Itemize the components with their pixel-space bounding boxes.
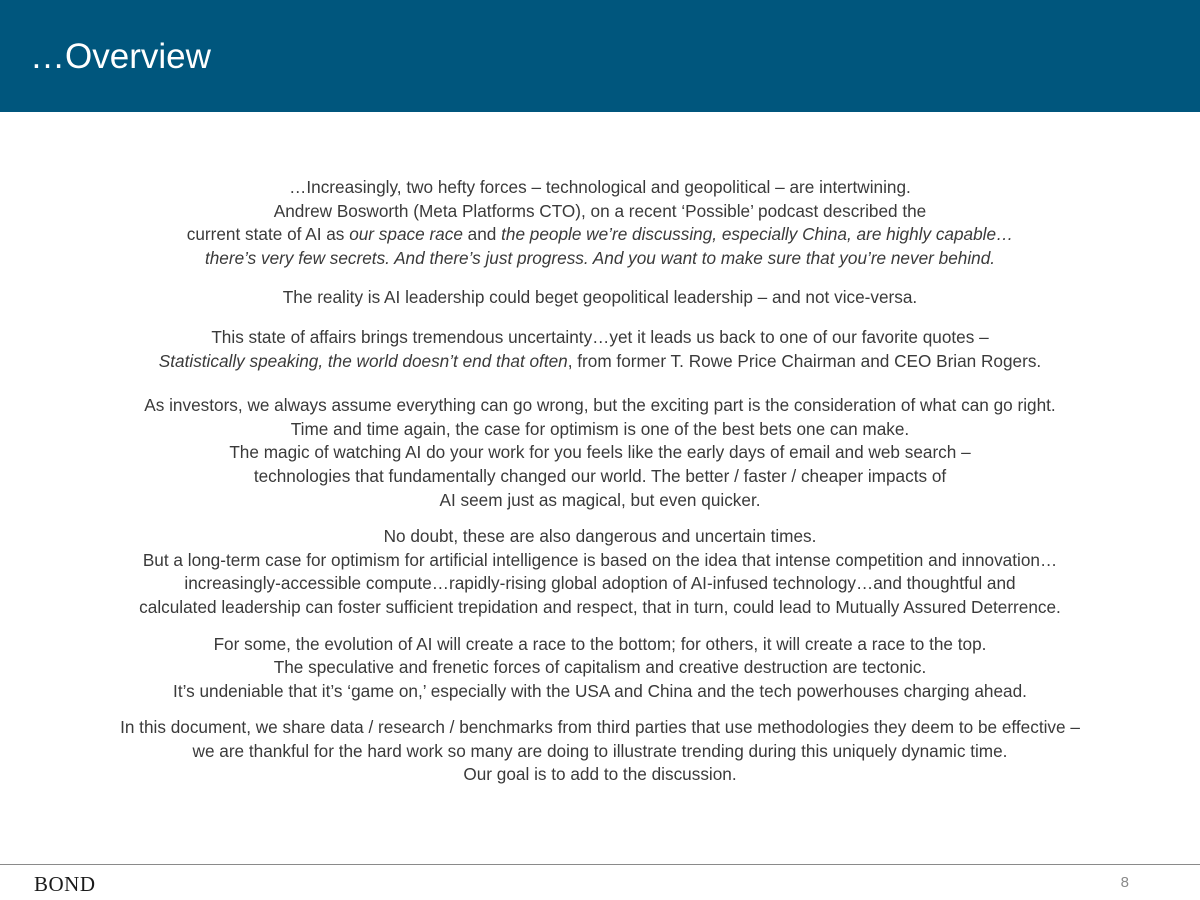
- paragraph-gap: [0, 373, 1200, 394]
- text-segment: Andrew Bosworth (Meta Platforms CTO), on a recent ‘Possible’ podcast described the: [273, 200, 927, 221]
- text-line: [0, 716, 1200, 740]
- header-bar: [0, 0, 1200, 112]
- text-segment: calculated leadership can foster sufficient trepidation and respect, that in turn, could lead to Mutually Assured Deterrence.: [139, 596, 1061, 617]
- text-segment: , from former T. Rowe Price Chairman and CEO Brian Rogers.: [567, 350, 1042, 371]
- text-segment: current state of AI as: [186, 224, 350, 245]
- text-line: [0, 763, 1200, 787]
- text-line: [0, 326, 1200, 350]
- text-segment: …Increasingly, two hefty forces – technological and geopolitical – are intertwining.: [289, 177, 911, 197]
- text-line: [0, 200, 1200, 224]
- text-segment: technologies that fundamentally changed our world. The better / faster / cheaper impacts of: [253, 465, 947, 486]
- italic-text: the people we’re discussing, especially China, are highly capable…: [501, 224, 1014, 245]
- text-segment: AI seem just as magical, but even quicker.: [439, 489, 761, 510]
- text-line: [0, 549, 1200, 573]
- text-segment: Time and time again, the case for optimism is one of the best bets one can make.: [290, 418, 910, 439]
- italic-text: Statistically speaking, the world doesn’t end that often: [158, 350, 568, 371]
- text-segment: and: [462, 224, 502, 245]
- overview-body: [0, 176, 1200, 787]
- text-line: [0, 656, 1200, 680]
- bond-logo: BOND: [34, 872, 96, 896]
- text-line: [0, 633, 1200, 657]
- text-line: [0, 525, 1200, 549]
- paragraph-2: [0, 286, 1200, 310]
- text-segment: As investors, we always assume everything can go wrong, but the exciting part is the consideration of what can go right.: [144, 395, 1056, 416]
- text-segment: The reality is AI leadership could beget geopolitical leadership – and not vice-versa.: [282, 287, 918, 308]
- paragraph-6: [0, 633, 1200, 704]
- paragraph-4: [0, 394, 1200, 512]
- text-line: [0, 572, 1200, 596]
- text-segment: For some, the evolution of AI will create a race to the bottom; for others, it will create a race to the top.: [213, 633, 987, 654]
- paragraph-7: [0, 716, 1200, 787]
- text-segment: we are thankful for the hard work so many are doing to illustrate trending during this uniquely dynamic time.: [192, 740, 1008, 761]
- text-line: [0, 418, 1200, 442]
- italic-text: our space race: [349, 224, 463, 245]
- text-line: [0, 441, 1200, 465]
- text-line: [0, 680, 1200, 704]
- text-segment: The magic of watching AI do your work for you feels like the early days of email and web search –: [229, 442, 971, 463]
- text-line: [0, 286, 1200, 310]
- paragraph-gap: [0, 703, 1200, 716]
- text-line: [0, 740, 1200, 764]
- text-segment: But a long-term case for optimism for artificial intelligence is based on the idea that intense competition and innovation…: [142, 549, 1058, 570]
- italic-text: there’s very few secrets. And there’s just progress. And you want to make sure that you’re never behind.: [204, 247, 996, 268]
- text-segment: increasingly-accessible compute…rapidly-rising global adoption of AI-infused technology…and thoughtful and: [184, 573, 1016, 594]
- paragraph-gap: [0, 620, 1200, 633]
- text-segment: The speculative and frenetic forces of capitalism and creative destruction are tectonic.: [273, 657, 927, 678]
- text-segment: In this document, we share data / research / benchmarks from third parties that use methodologies they deem to be effective –: [120, 717, 1080, 738]
- text-line: [0, 489, 1200, 513]
- page-title: …Overview: [30, 37, 211, 76]
- text-line: [0, 596, 1200, 620]
- paragraph-5: [0, 525, 1200, 619]
- text-segment: It’s undeniable that it’s ‘game on,’ especially with the USA and China and the tech powerhouses charging ahead.: [173, 680, 1027, 701]
- text-segment: No doubt, these are also dangerous and uncertain times.: [383, 526, 817, 547]
- paragraph-gap: [0, 512, 1200, 525]
- text-line: [0, 350, 1200, 374]
- footer-divider: [0, 864, 1200, 865]
- text-segment: Our goal is to add to the discussion.: [463, 764, 737, 785]
- text-segment: This state of affairs brings tremendous uncertainty…yet it leads us back to one of our favorite quotes –: [211, 326, 989, 347]
- paragraph-1: [0, 176, 1200, 270]
- paragraph-gap: [0, 270, 1200, 286]
- text-line: [0, 223, 1200, 247]
- text-line: [0, 247, 1200, 271]
- text-line: [0, 394, 1200, 418]
- text-line: [0, 176, 1200, 200]
- page-number: 8: [1120, 874, 1129, 891]
- paragraph-gap: [0, 310, 1200, 326]
- paragraph-3: [0, 326, 1200, 373]
- text-line: [0, 465, 1200, 489]
